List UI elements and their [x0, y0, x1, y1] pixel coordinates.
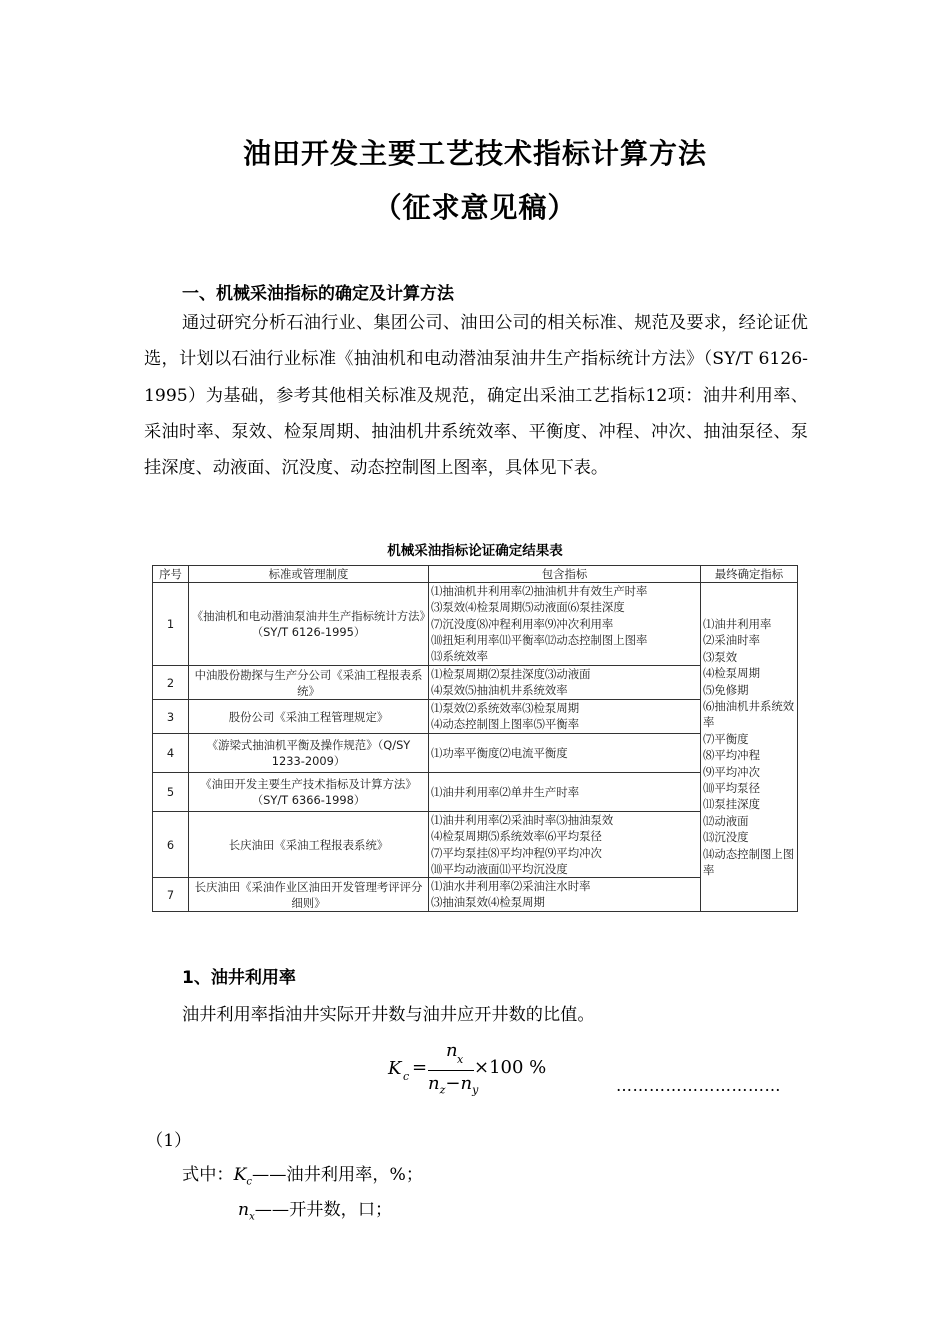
table-caption: 机械采油指标论证确定结果表 [387, 543, 563, 559]
final-indicator: ⑿动液面 [703, 813, 749, 828]
final-indicator: ⑾泵挂深度 [703, 797, 760, 812]
final-indicator: ⑼平均冲次 [703, 764, 760, 779]
row-no: 5 [153, 773, 189, 812]
where-label: 式中： [182, 1165, 234, 1185]
final-indicator: ⑺平衡度 [703, 731, 749, 746]
fraction-bar [428, 1070, 474, 1071]
formula-times-percent: ×100 % [474, 1057, 547, 1078]
indicator-line: ⑽扭矩利用率⑾平衡率⑿动态控制图上图率 [431, 632, 648, 647]
row-standard: 中油股份勘探与生产分公司《采油工程报表系统》 [189, 666, 429, 700]
definition-text: 油井利用率指油井实际开井数与油井应开井数的比值。 [182, 1005, 595, 1025]
row-no: 1 [153, 583, 189, 666]
indicator-line: ⑴油水井利用率⑵采油注水时率 [431, 879, 591, 894]
header-no: 序号 [153, 566, 189, 583]
indicator-line: ⒀系统效率 [431, 649, 488, 664]
indicator-line: ⑴功率平衡度⑵电流平衡度 [431, 746, 568, 761]
indicator-line: ⑷泵效⑸抽油机井系统效率 [431, 683, 568, 698]
row-no: 4 [153, 734, 189, 773]
row-indicators [429, 812, 701, 878]
var-desc: ——开井数，口； [254, 1200, 393, 1220]
row-standard: 长庆油田《采油工程报表系统》 [189, 812, 429, 878]
indicator-line: ⑷检泵周期⑸系统效率⑹平均泵径 [431, 829, 602, 844]
formula-numerator: n [446, 1040, 458, 1061]
header-standard: 标准或管理制度 [189, 566, 429, 583]
var-sub: c [246, 1176, 253, 1188]
equation-number: （1） [146, 1131, 192, 1151]
var-sub: x [249, 1211, 255, 1223]
var-symbol: n [238, 1200, 250, 1220]
final-indicator: ⑶泵效 [703, 649, 738, 664]
final-indicator: ⑻平均冲程 [703, 748, 760, 763]
indicator-line: ⑴油井利用率⑵采油时率⑶抽油泵效 [431, 813, 614, 828]
indicator-line: ⑶泵效⑷检泵周期⑸动液面⑹泵挂深度 [431, 600, 625, 615]
indicator-line: ⑺沉没度⑻冲程利用率⑼冲次利用率 [431, 616, 614, 631]
final-indicator: ⑵采油时率 [703, 633, 760, 648]
section-heading-mechanical-oil-extraction: 一、机械采油指标的确定及计算方法 [182, 284, 454, 304]
formula-numerator-sub: x [457, 1053, 464, 1066]
leader-dots: ………………………… [616, 1076, 781, 1095]
indicator-line: ⑴油井利用率⑵单井生产时率 [431, 785, 580, 800]
document-subtitle: （征求意见稿） [373, 191, 577, 224]
final-indicator: ⑹抽油机井系统效率 [703, 698, 795, 730]
where-line-2 [238, 1195, 392, 1222]
formula-lhs: K [388, 1058, 402, 1079]
indicator-line: ⑴泵效⑵系统效率⑶检泵周期 [431, 701, 580, 716]
indicator-line: ⑽平均动液面⑾平均沉没度 [431, 861, 568, 876]
row-standard: 《抽油机和电动潜油泵油井生产指标统计方法》（SY/T 6126-1995） [189, 583, 429, 666]
indicator-line: ⑴抽油机井利用率⑵抽油机井有效生产时率 [431, 584, 648, 599]
row-indicators [429, 878, 701, 912]
formula-lhs-sub: c [403, 1070, 410, 1083]
formula-equals: = [412, 1057, 428, 1078]
indicator-line: ⑺平均泵挂⑻平均冲程⑼平均冲次 [431, 845, 602, 860]
section-heading-well-utilization: 1、油井利用率 [182, 968, 296, 988]
final-indicators-cell [701, 583, 798, 912]
header-indicators: 包含指标 [429, 566, 701, 583]
row-no: 7 [153, 878, 189, 912]
row-standard: 股份公司《采油工程管理规定》 [189, 700, 429, 734]
indicator-line: ⑶抽油泵效⑷检泵周期 [431, 895, 545, 910]
final-indicator: ⑷检泵周期 [703, 666, 760, 681]
document-title: 油田开发主要工艺技术指标计算方法 [242, 137, 707, 170]
row-no: 6 [153, 812, 189, 878]
row-no: 3 [153, 700, 189, 734]
indicator-line: ⑴检泵周期⑵泵挂深度⑶动液面 [431, 667, 591, 682]
row-indicators [429, 700, 701, 734]
final-indicator: ⑴油井利用率 [703, 616, 772, 631]
header-final: 最终确定指标 [701, 566, 798, 583]
indicator-line: ⑷动态控制图上图率⑸平衡率 [431, 717, 580, 732]
final-indicator: ⑸免修期 [703, 682, 749, 697]
intro-paragraph: 通过研究分析石油行业、集团公司、油田公司的相关标准、规范及要求，经论证优选，计划以石油行业标准《抽油机和电动潜油泵油井生产指标统计方法》（SY/T 6126-1995）为基础，参考其他相关标准及规范，确定出采油工艺指标12项：油井利用率、采油时率、泵效、检泵周期、抽油机井系统效率、平衡度、冲程、冲次、抽油泵径、泵挂深度、动液面、沉没度、动态控制图上图率，具体见下表。 [144, 313, 808, 479]
row-indicators [429, 666, 701, 700]
row-no: 2 [153, 666, 189, 700]
row-standard: 长庆油田《采油作业区油田开发管理考评评分细则》 [189, 878, 429, 912]
row-indicators [429, 734, 701, 773]
formula-denominator: $n_z-n_y$ [428, 1073, 479, 1097]
results-table [152, 565, 798, 912]
row-standard: 《游梁式抽油机平衡及操作规范》（Q/SY 1233-2009） [189, 734, 429, 773]
row-standard: 《油田开发主要生产技术指标及计算方法》（SY/T 6366-1998） [189, 773, 429, 812]
var-desc: ——油井利用率，%； [252, 1165, 424, 1185]
table-header-row [153, 566, 798, 583]
table-row [153, 583, 798, 666]
var-symbol: K [233, 1165, 247, 1185]
final-indicator: ⒁动态控制图上图率 [703, 846, 795, 878]
final-indicator: ⒀沉没度 [703, 830, 749, 845]
formula-well-utilization [388, 1040, 568, 1100]
row-indicators [429, 773, 701, 812]
where-line-1 [182, 1160, 423, 1187]
row-indicators [429, 583, 701, 666]
final-indicator: ⑽平均泵径 [703, 781, 760, 796]
